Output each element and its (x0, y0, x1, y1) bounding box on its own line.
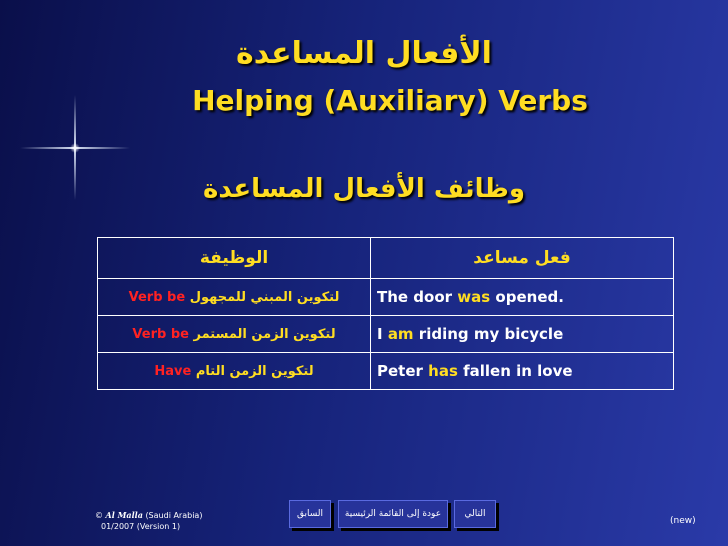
function-arabic: لتكوين المبني للمجهول (189, 289, 340, 305)
aux-verb: was (457, 288, 491, 306)
header-helping-verb: فعل مساعد (371, 238, 674, 279)
function-verb: Have (154, 363, 192, 379)
sentence-start: I (377, 325, 388, 343)
title-english: Helping (Auxiliary) Verbs (192, 84, 588, 117)
sentence-start: Peter (377, 362, 429, 380)
function-arabic: لتكوين الزمن المستمر (193, 326, 336, 342)
example-sentence (371, 279, 674, 316)
sentence-end: riding my bicycle (413, 325, 564, 343)
table-row (98, 316, 674, 353)
function-verb: Verb be (132, 326, 189, 342)
title-arabic: الأفعال المساعدة (236, 36, 492, 71)
function-verb: Verb be (128, 289, 186, 305)
function-cell (98, 316, 371, 353)
table-row (98, 279, 674, 316)
copyright-symbol: © (95, 511, 103, 520)
author-name: Al Malla (105, 510, 143, 520)
home-button[interactable]: عودة إلى القائمة الرئيسية (338, 500, 448, 528)
header-function: الوظيفة (98, 238, 371, 279)
sentence-end: opened. (490, 288, 564, 306)
example-sentence (371, 353, 674, 390)
function-cell (98, 353, 371, 390)
aux-verb: am (387, 325, 414, 343)
next-button[interactable]: التالي (454, 500, 496, 528)
sparkle-icon (70, 143, 80, 153)
prev-button[interactable]: السابق (289, 500, 331, 528)
subtitle: وظائف الأفعال المساعدة (203, 174, 525, 204)
sentence-end: fallen in love (457, 362, 573, 380)
new-label: (new) (670, 516, 696, 526)
footer-credit (95, 510, 202, 532)
version-text: 01/2007 (Version 1) (101, 522, 181, 531)
auxiliary-verbs-table (97, 237, 674, 390)
table-row (98, 353, 674, 390)
credit-line (95, 510, 202, 521)
function-arabic: لتكوين الزمن التام (195, 363, 314, 379)
sentence-start: The door (377, 288, 458, 306)
example-sentence (371, 316, 674, 353)
table-header-row (98, 238, 674, 279)
aux-verb: has (428, 362, 458, 380)
author-country: (Saudi Arabia) (145, 511, 203, 520)
function-cell (98, 279, 371, 316)
